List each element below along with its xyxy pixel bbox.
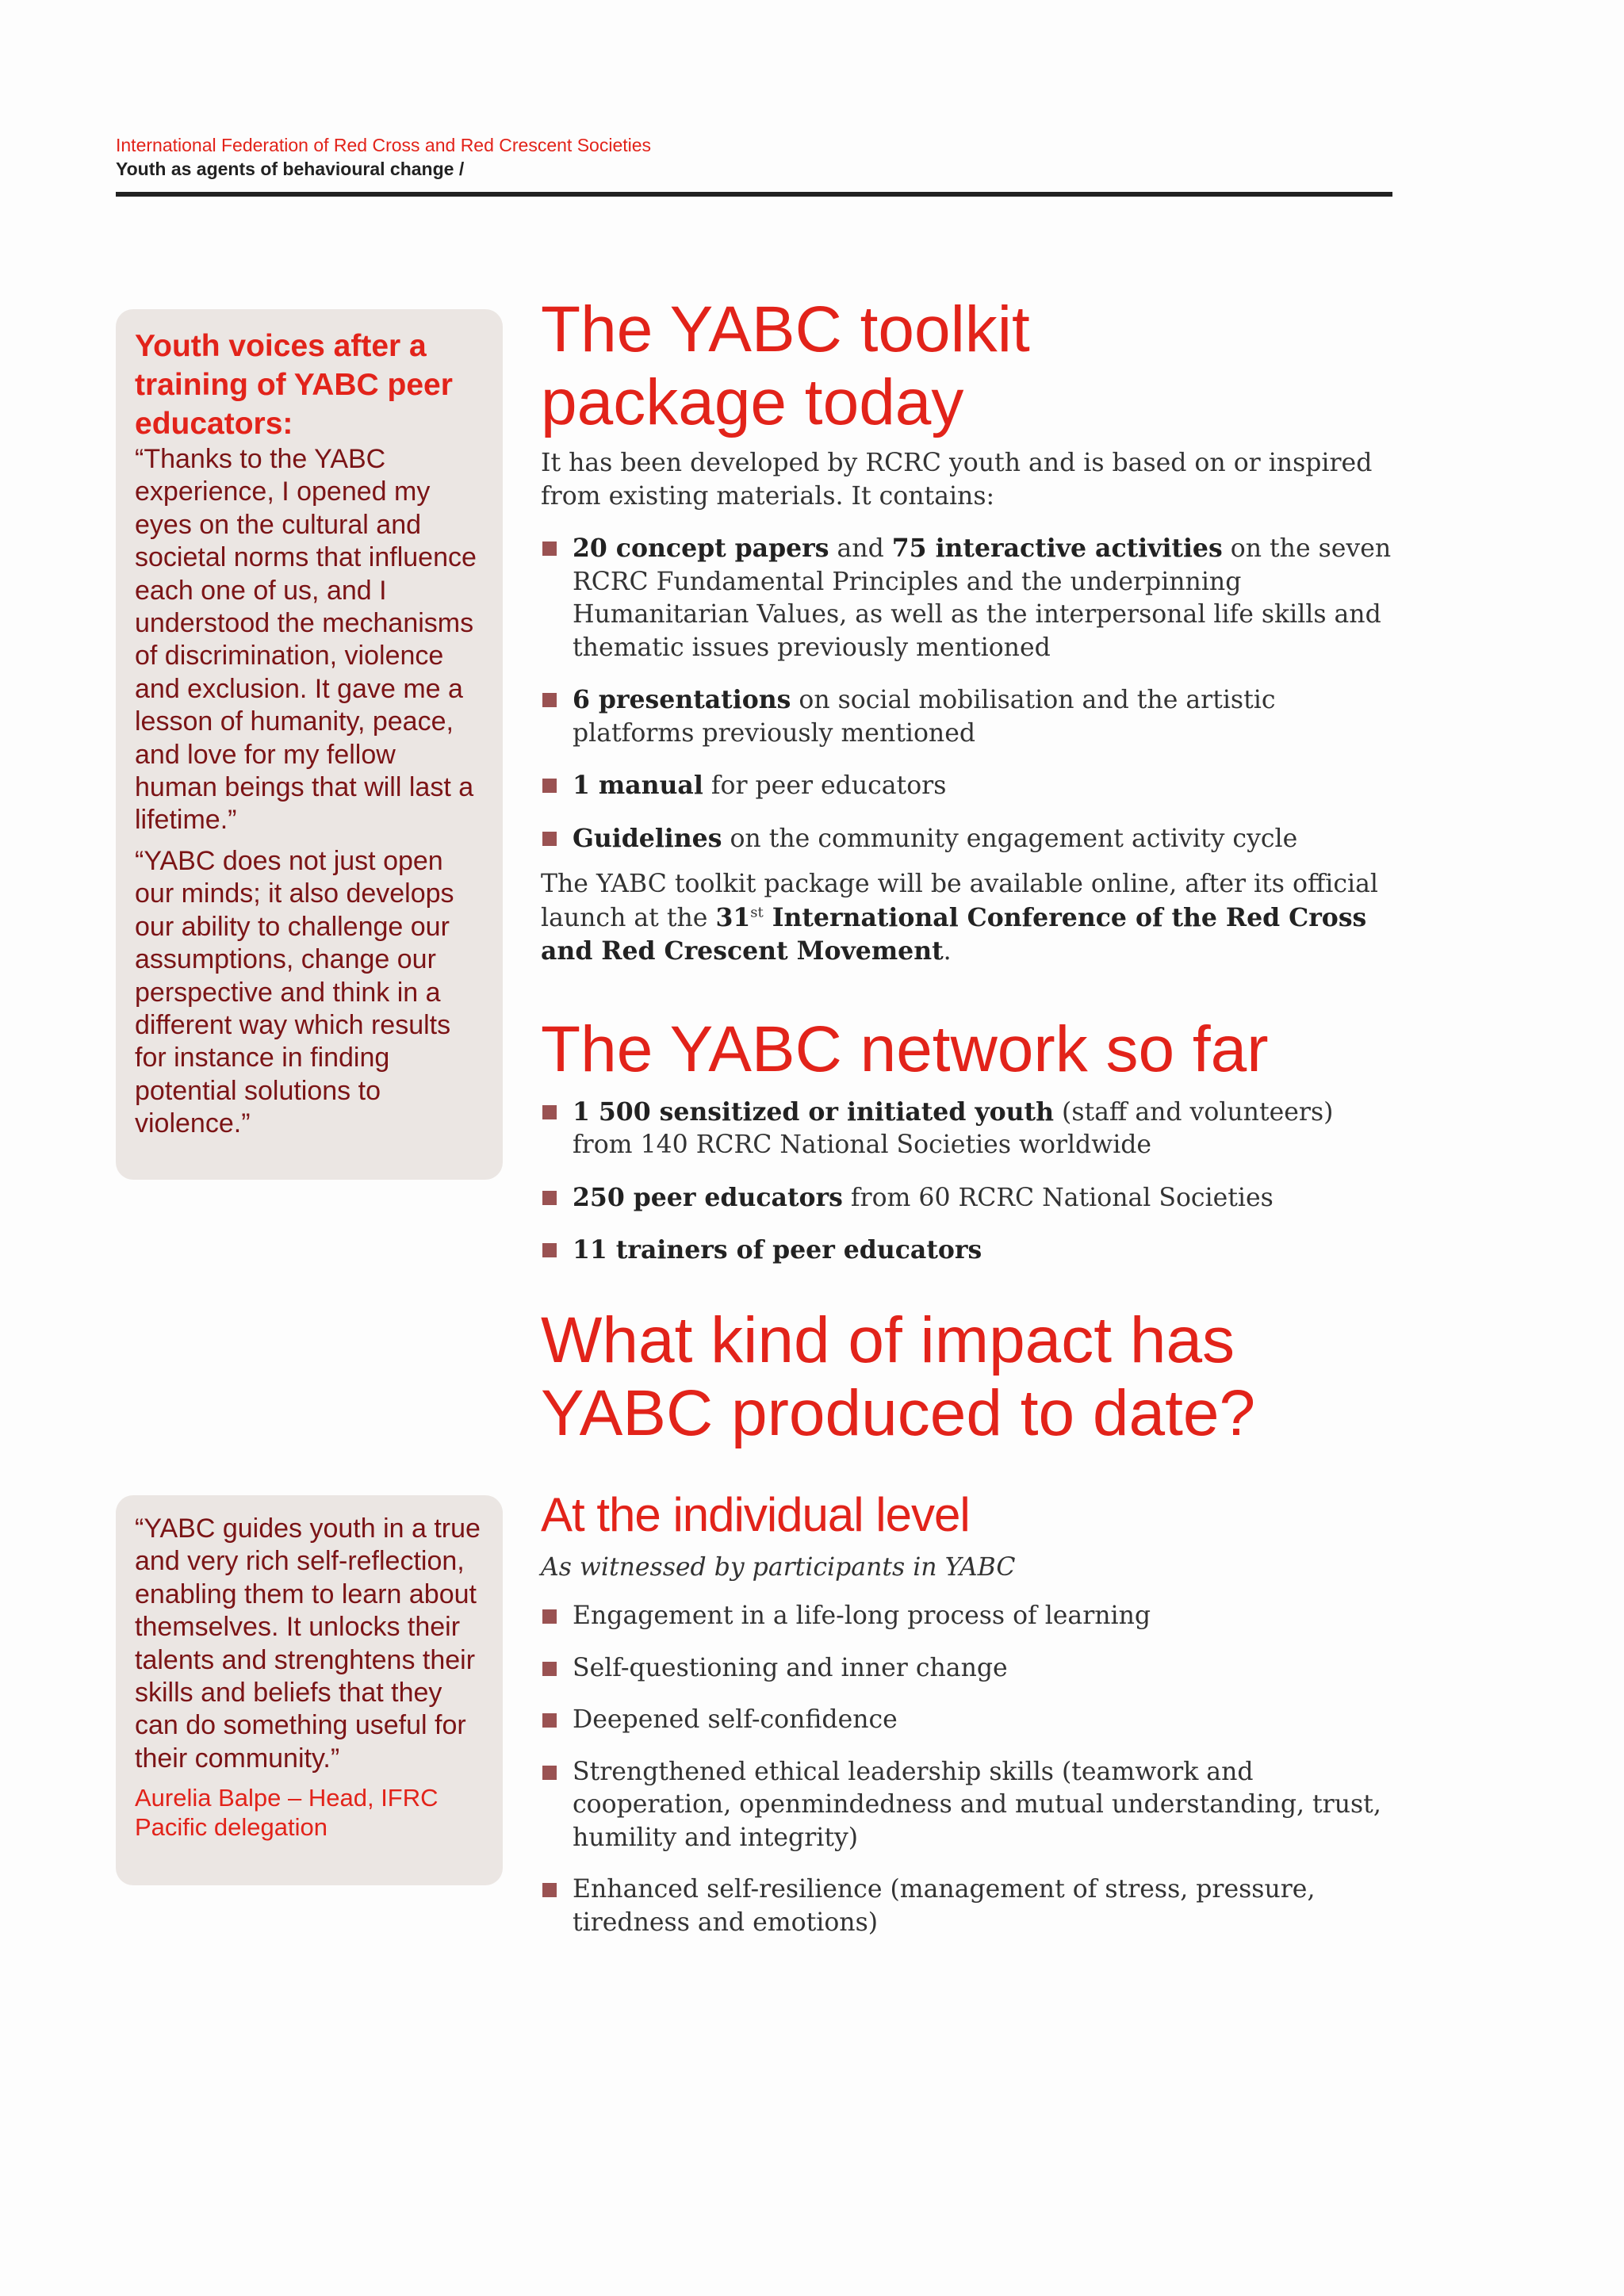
bullet-icon bbox=[542, 779, 557, 793]
network-list bbox=[541, 1096, 1392, 1268]
list-item: 20 concept papers and 75 interactive activities on the seven RCRC Fundamental Principles and the underpinning Humanitarian Values, as well as the interpersonal life skills and thematic issues previously mentioned bbox=[541, 532, 1392, 664]
toolkit-list bbox=[541, 532, 1392, 855]
page-header bbox=[116, 133, 1392, 181]
toolkit-intro: It has been developed by RCRC youth and is based on or inspired from existing materials. It contains: bbox=[541, 449, 1373, 511]
list-item: 6 presentations on social mobilisation and the artistic platforms previously mentioned bbox=[541, 683, 1392, 750]
list-item: Self-questioning and inner change bbox=[541, 1652, 1392, 1686]
network-title: The YABC network so far bbox=[541, 1012, 1269, 1085]
testimonial-quote: “YABC guides youth in a true and very rich self-reflection, enabling them to learn about themselves. It unlocks their talents and strenghtens their skills and beliefs that they can do something useful for their community.” bbox=[135, 1513, 481, 1774]
list-item: Guidelines on the community engagement activity cycle bbox=[541, 822, 1392, 856]
impact-list bbox=[541, 1600, 1392, 1939]
header-rule bbox=[116, 192, 1392, 197]
list-item: 11 trainers of peer educators bbox=[541, 1234, 1392, 1268]
impact-title-line-2: YABC produced to date? bbox=[541, 1376, 1256, 1449]
list-item: Deepened self-confidence bbox=[541, 1704, 1392, 1737]
bullet-icon bbox=[542, 1883, 557, 1897]
bullet-icon bbox=[542, 1243, 557, 1257]
toolkit-title-line-2: package today bbox=[541, 366, 964, 438]
bullet-icon bbox=[542, 832, 557, 846]
testimonial-attribution: Aurelia Balpe – Head, IFRC Pacific delegation bbox=[135, 1784, 439, 1842]
toolkit-title-line-1: The YABC toolkit bbox=[541, 293, 1030, 365]
toolkit-closing: The YABC toolkit package will be available online, after its official launch at the 31st International Conference of the Red Cross and Red Crescent Movement. bbox=[541, 870, 1378, 966]
toolkit-title bbox=[541, 293, 1392, 439]
testimonial-box bbox=[116, 1495, 503, 1885]
impact-title-line-1: What kind of impact has bbox=[541, 1303, 1235, 1376]
impact-subtitle: At the individual level bbox=[541, 1487, 970, 1541]
youth-voices-box bbox=[116, 309, 503, 1180]
bullet-icon bbox=[542, 1713, 557, 1728]
header-organization: International Federation of Red Cross and Red Crescent Societies bbox=[116, 135, 652, 155]
bullet-icon bbox=[542, 1609, 557, 1624]
main-column bbox=[541, 293, 1392, 1958]
list-item: 1 500 sensitized or initiated youth (staff and volunteers) from 140 RCRC National Societies worldwide bbox=[541, 1096, 1392, 1162]
list-item: Enhanced self-resilience (management of stress, pressure, tiredness and emotions) bbox=[541, 1873, 1392, 1939]
bullet-icon bbox=[542, 1662, 557, 1676]
bullet-icon bbox=[542, 1105, 557, 1119]
header-document-title: Youth as agents of behavioural change / bbox=[116, 159, 465, 179]
bullet-icon bbox=[542, 1766, 557, 1780]
list-item: Strengthened ethical leadership skills (teamwork and cooperation, openmindedness and mutual understanding, trust, humility and integrity) bbox=[541, 1756, 1392, 1855]
impact-title bbox=[541, 1304, 1392, 1450]
list-item: 250 peer educators from 60 RCRC National Societies bbox=[541, 1181, 1392, 1215]
youth-quote-1: “Thanks to the YABC experience, I opened my eyes on the cultural and societal norms that influence each one of us, and I understood the mechanisms of discrimination, violence and exclusion. It gave me a lesson of humanity, peace, and love for my fellow human beings that will last a lifetime.” bbox=[135, 444, 477, 836]
list-item: Engagement in a life-long process of learning bbox=[541, 1600, 1392, 1633]
youth-quote-2: “YABC does not just open our minds; it also develops our ability to challenge our assumptions, change our perspective and think in a different way which results for instance in finding potential solutions to violence.” bbox=[135, 845, 454, 1139]
list-item: 1 manual for peer educators bbox=[541, 769, 1392, 803]
bullet-icon bbox=[542, 541, 557, 556]
bullet-icon bbox=[542, 693, 557, 707]
impact-caption: As witnessed by participants in YABC bbox=[541, 1552, 1016, 1582]
youth-voices-heading: Youth voices after a training of YABC peer educators: bbox=[135, 329, 453, 441]
bullet-icon bbox=[542, 1191, 557, 1205]
